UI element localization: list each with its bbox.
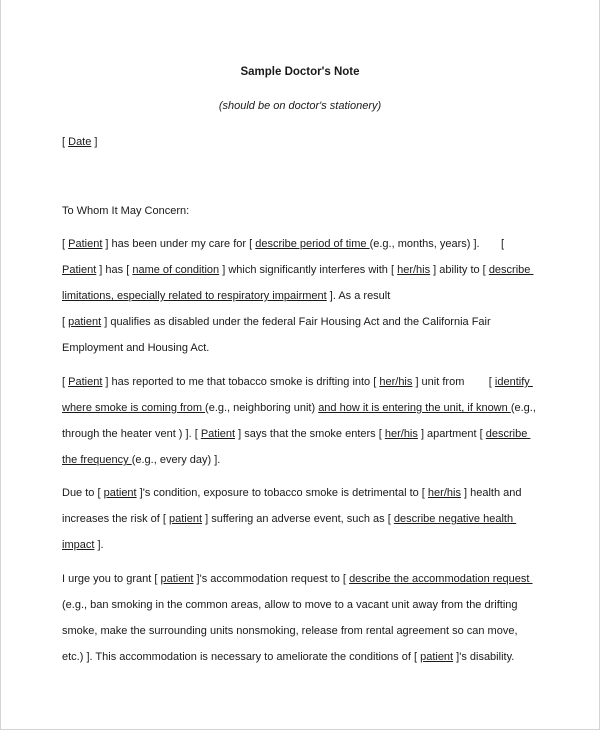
placeholder-field: impact	[62, 539, 95, 551]
body-line	[62, 375, 533, 389]
placeholder-field: Patient	[62, 264, 97, 276]
body-text-segment: ] apartment [	[417, 428, 486, 440]
placeholder-field: Patient	[68, 376, 103, 388]
body-line	[62, 453, 220, 467]
body-line	[62, 650, 514, 664]
body-line	[62, 486, 522, 500]
body-text-segment: ] has [	[96, 264, 133, 276]
body-text-segment: ] says that the smoke enters [	[235, 428, 385, 440]
body-text-segment: ] qualifies as disabled under the federal Fair Housing Act and the California Fair	[101, 316, 491, 328]
body-text-segment: ]'s condition, exposure to tobacco smoke is detrimental to [	[136, 487, 428, 499]
body-text-segment: ] which significantly interferes with [	[219, 264, 398, 276]
body-text-segment: Due to [	[62, 487, 104, 499]
document-title: Sample Doctor's Note	[240, 66, 360, 78]
body-text-segment: (e.g., neighboring unit)	[205, 402, 319, 414]
body-text-segment: [	[62, 238, 69, 250]
body-text-segment: (e.g., months, years) ]. [	[369, 238, 505, 250]
body-line	[62, 401, 536, 415]
placeholder-field: her/his	[379, 376, 413, 388]
body-text-segment: etc.) ]. This accommodation is necessary to ameliorate the conditions of [	[62, 651, 421, 663]
body-line	[62, 538, 104, 552]
body-text-segment: ].	[94, 539, 104, 551]
body-text-segment: [	[62, 376, 69, 388]
body-line	[62, 598, 518, 612]
body-text-segment: ] has reported to me that tobacco smoke is drifting into [	[102, 376, 380, 388]
body-text-segment: ] unit from [	[412, 376, 495, 388]
body-line	[62, 315, 491, 329]
placeholder-field: patient	[420, 651, 454, 663]
placeholder-field: describe	[488, 264, 534, 276]
body-line	[62, 427, 530, 441]
body-text-segment: ] has been under my care for [	[102, 238, 256, 250]
placeholder-field: patient	[103, 487, 137, 499]
body-text-segment: Employment and Housing Act.	[62, 342, 210, 354]
body-line	[62, 572, 533, 586]
placeholder-field: describe period of time	[255, 238, 370, 250]
placeholder-field: patient	[68, 316, 102, 328]
placeholder-field: and how it is entering the unit, if known	[318, 402, 511, 414]
body-line	[62, 289, 390, 303]
placeholder-field: name of condition	[132, 264, 220, 276]
placeholder-field: her/his	[397, 264, 431, 276]
placeholder-field: where smoke is coming from	[62, 402, 206, 414]
placeholder-field: describe the accommodation request	[349, 573, 533, 585]
date-line	[62, 135, 98, 149]
body-text-segment: ] ability to [	[430, 264, 489, 276]
placeholder-field: describe negative health	[393, 513, 517, 525]
body-line	[62, 512, 516, 526]
body-line	[62, 624, 518, 638]
body-line	[62, 341, 209, 355]
placeholder-field: limitations, especially related to respiratory impairment	[62, 290, 327, 302]
body-line	[62, 263, 533, 277]
placeholder-field: patient	[160, 573, 194, 585]
body-text-segment: ]'s disability.	[453, 651, 515, 663]
body-text-segment: smoke, make the surrounding units nonsmoking, release from rental agreement so can move,	[62, 625, 518, 637]
body-text-segment: increases the risk of [	[62, 513, 169, 525]
placeholder-field: the frequency	[62, 454, 132, 466]
body-text-segment: ] suffering an adverse event, such as [	[202, 513, 394, 525]
date-placeholder: Date	[68, 136, 92, 148]
body-text-segment: (e.g.,	[510, 402, 536, 414]
date-bracket-open: [	[62, 136, 69, 148]
body-text-segment: ] health and	[460, 487, 522, 499]
body-text-segment: ]'s accommodation request to [	[193, 573, 350, 585]
body-text-segment: through the heater vent ) ]. [	[62, 428, 201, 440]
placeholder-field: her/his	[384, 428, 418, 440]
placeholder-field: Patient	[200, 428, 236, 440]
body-line	[62, 237, 504, 251]
body-text-segment: [	[62, 316, 69, 328]
body-text-segment: I urge you to grant [	[62, 573, 161, 585]
body-text-segment: (e.g., ban smoking in the common areas, allow to move to a vacant unit away from the drifting	[62, 599, 518, 611]
placeholder-field: Patient	[68, 238, 103, 250]
placeholder-field: describe	[485, 428, 531, 440]
body-text-segment: (e.g., every day) ].	[131, 454, 221, 466]
document-subtitle: (should be on doctor's stationery)	[218, 100, 382, 112]
salutation: To Whom It May Concern:	[62, 205, 190, 217]
date-bracket-close: ]	[91, 136, 98, 148]
placeholder-field: patient	[169, 513, 203, 525]
placeholder-field: her/his	[427, 487, 461, 499]
placeholder-field: identify	[494, 376, 533, 388]
body-text-segment: ]. As a result	[326, 290, 391, 302]
